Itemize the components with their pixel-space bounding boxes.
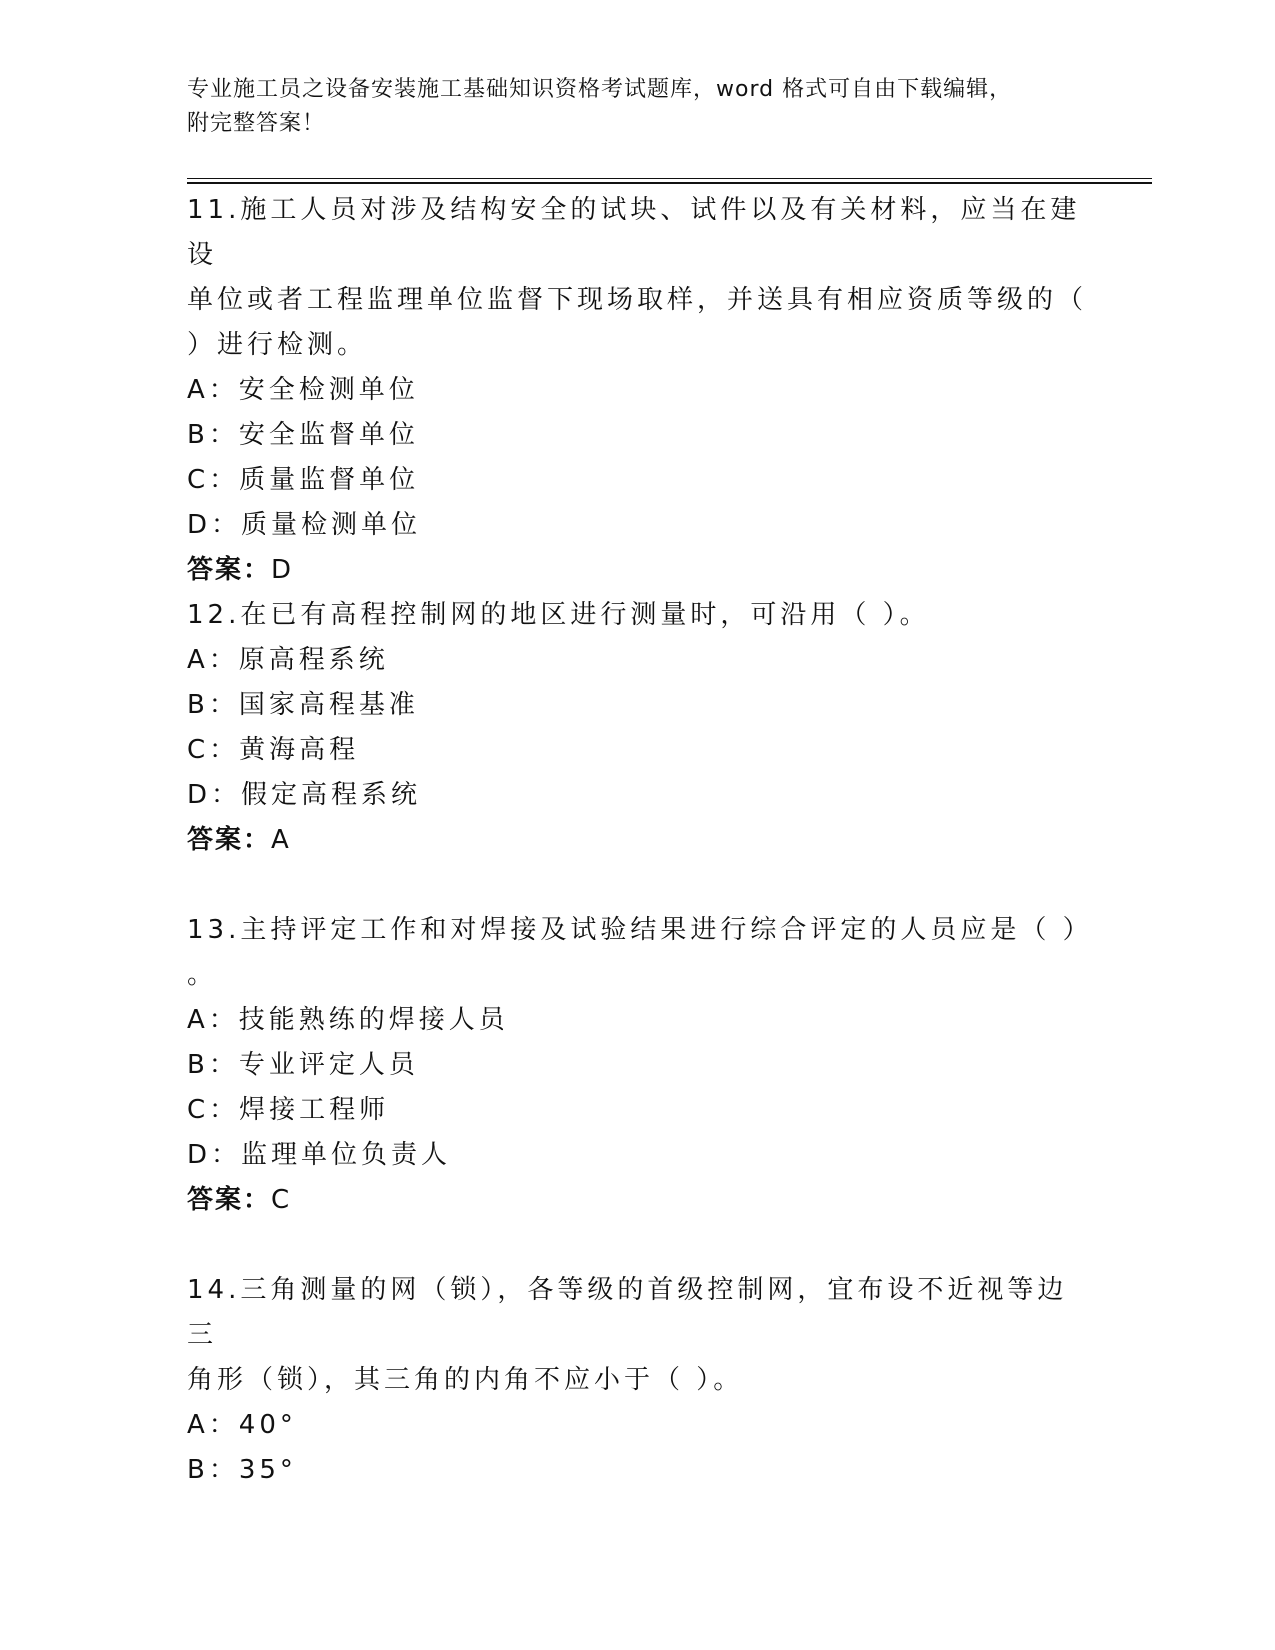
header-divider-thin: [187, 178, 1152, 179]
option-a: A：原高程系统: [187, 645, 389, 675]
option-d: D：假定高程系统: [187, 780, 422, 810]
question-12: [187, 593, 1087, 863]
question-stem-line: 。: [187, 960, 218, 990]
option-b: B：35°: [187, 1455, 297, 1485]
option-b: B：国家高程基准: [187, 690, 419, 720]
option-d: D：监理单位负责人: [187, 1140, 452, 1170]
question-stem-line: 14.三角测量的网（锁），各等级的首级控制网，宜布设不近视等边三: [187, 1275, 1068, 1350]
document-header: [187, 73, 1087, 141]
answer-value: D: [271, 555, 294, 585]
question-stem-line: 单位或者工程监理单位监督下现场取样，并送具有相应资质等级的（: [187, 285, 1088, 315]
header-divider-thick: [187, 182, 1152, 184]
answer-value: C: [271, 1185, 292, 1215]
answer-label: 答案：: [187, 825, 272, 855]
option-b: B：专业评定人员: [187, 1050, 419, 1080]
answer: [187, 548, 1087, 593]
question-stem-line: 11.施工人员对涉及结构安全的试块、试件以及有关材料，应当在建设: [187, 195, 1081, 270]
answer: [187, 1178, 1087, 1223]
answer-label: 答案：: [187, 1185, 272, 1215]
answer-value: A: [271, 825, 291, 855]
option-c: C：焊接工程师: [187, 1095, 390, 1125]
question-stem-line: 12.在已有高程控制网的地区进行测量时，可沿用（ ）。: [187, 600, 930, 630]
option-a: A：安全检测单位: [187, 375, 419, 405]
question-stem-line: 13.主持评定工作和对焊接及试验结果进行综合评定的人员应是（ ）: [187, 915, 1093, 945]
option-a: A：技能熟练的焊接人员: [187, 1005, 509, 1035]
option-b: B：安全监督单位: [187, 420, 419, 450]
question-11: [187, 188, 1087, 593]
question-14: [187, 1268, 1087, 1493]
option-a: A：40°: [187, 1410, 297, 1440]
answer: [187, 818, 1087, 863]
header-line-1: 专业施工员之设备安装施工基础知识资格考试题库，word 格式可自由下载编辑，: [187, 77, 1013, 102]
question-13: [187, 908, 1093, 1223]
option-c: C：质量监督单位: [187, 465, 420, 495]
header-line-2: 附完整答案！: [187, 111, 326, 136]
question-stem-line: 角形（锁），其三角的内角不应小于（ ）。: [187, 1365, 744, 1395]
question-stem-line: ）进行检测。: [187, 330, 368, 360]
answer-label: 答案：: [187, 555, 272, 585]
option-d: D：质量检测单位: [187, 510, 422, 540]
option-c: C：黄海高程: [187, 735, 360, 765]
